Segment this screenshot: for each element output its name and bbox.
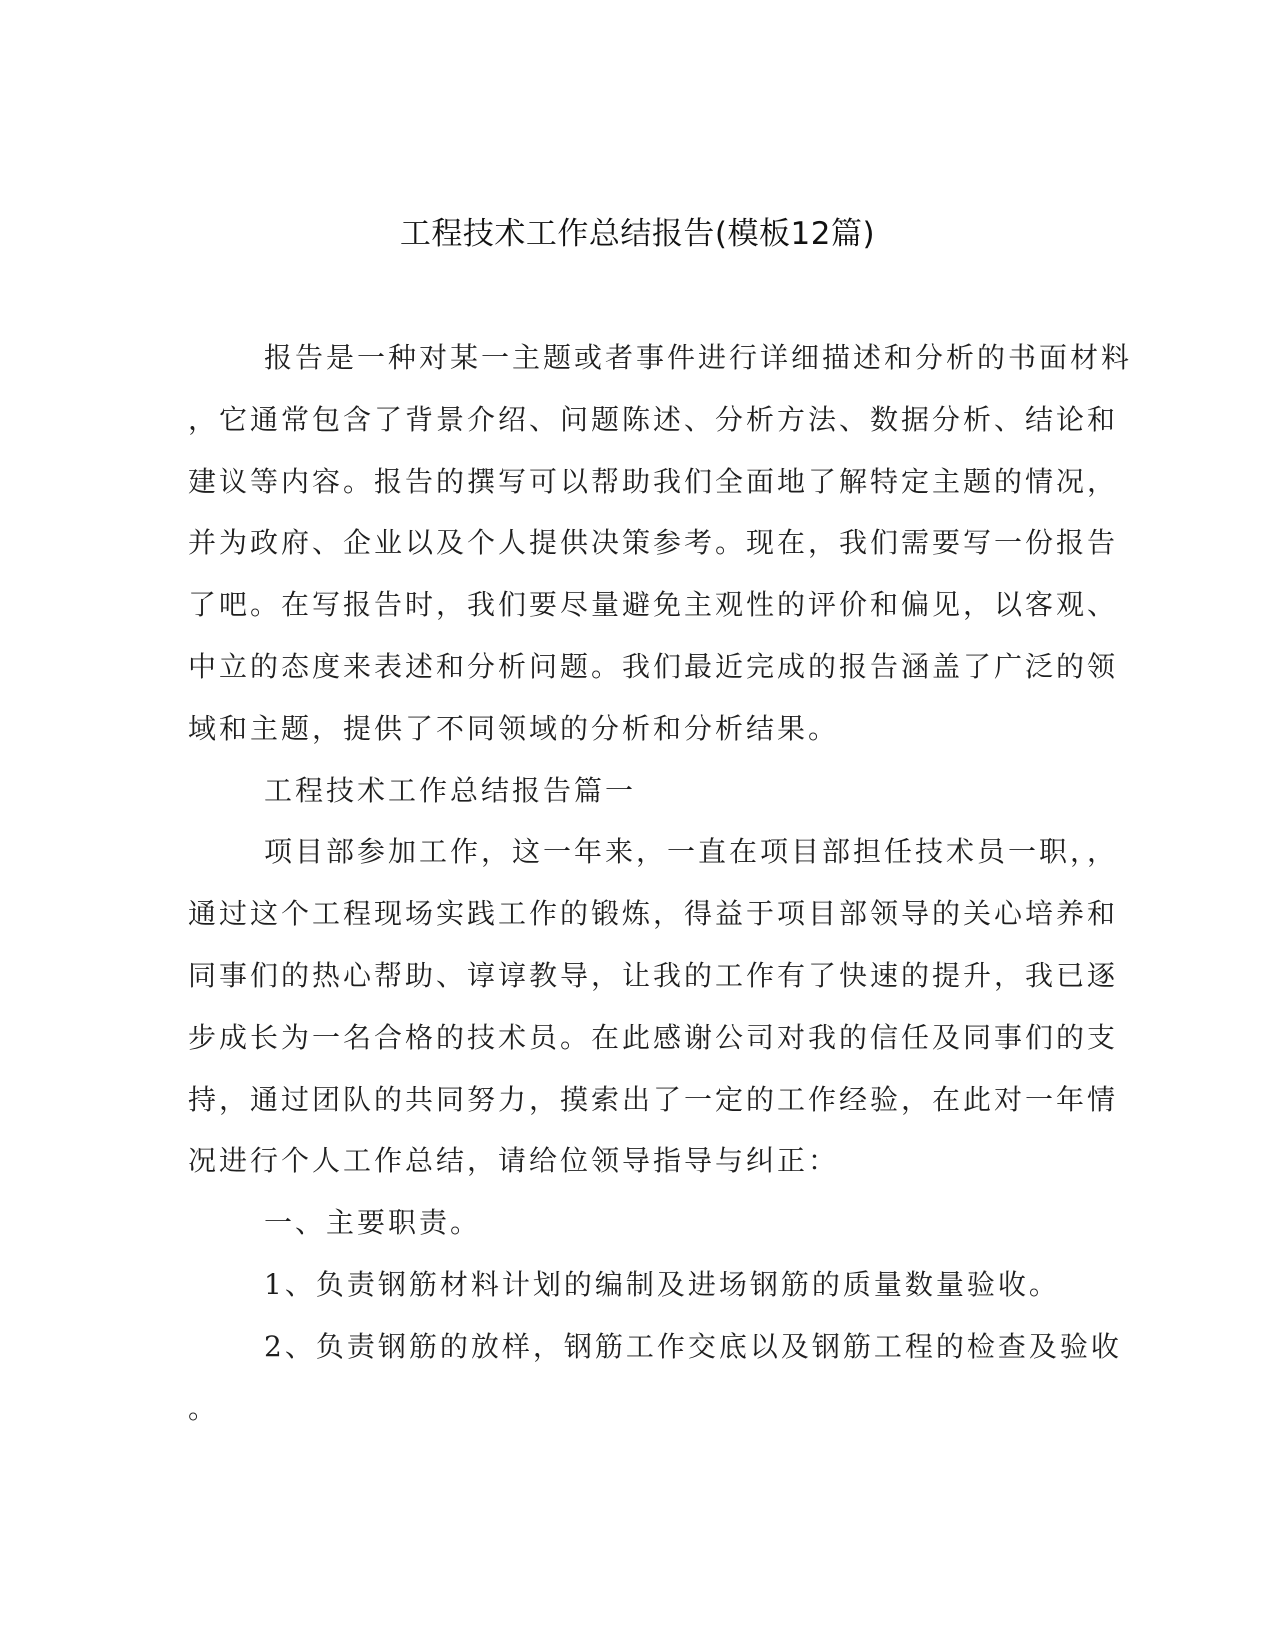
text-line: 了吧。在写报告时，我们要尽量避免主观性的评价和偏见，以客观、	[188, 588, 1119, 622]
document-body	[188, 327, 1133, 1439]
text-line: 同事们的热心帮助、谆谆教导，让我的工作有了快速的提升，我已逐	[188, 958, 1119, 992]
text-line: 域和主题，提供了不同领域的分析和分析结果。	[188, 711, 840, 745]
duties-heading	[188, 1192, 1068, 1254]
duty-item-2	[188, 1316, 1122, 1440]
text-line: 项目部参加工作，这一年来，一直在项目部担任技术员一职，，	[264, 835, 1119, 869]
text-line: 并为政府、企业以及个人提供决策参考。现在，我们需要写一份报告	[188, 526, 1119, 560]
text-line: 持，通过团队的共同努力，摸索出了一定的工作经验，在此对一年情	[188, 1082, 1119, 1116]
text-line: ，它通常包含了背景介绍、问题陈述、分析方法、数据分析、结论和	[188, 402, 1119, 436]
section-heading	[188, 760, 1068, 822]
document-title: 工程技术工作总结报告(模板12篇)	[399, 216, 876, 252]
text-line: 2、负责钢筋的放样，钢筋工作交底以及钢筋工程的检查及验收	[264, 1329, 1122, 1363]
text-line: 建议等内容。报告的撰写可以帮助我们全面地了解特定主题的情况，	[188, 464, 1119, 498]
text-line: 1、负责钢筋材料计划的编制及进场钢筋的质量数量验收。	[264, 1267, 1060, 1301]
duty-item-1	[188, 1254, 1068, 1316]
duties-heading-text: 一、主要职责。	[264, 1206, 482, 1240]
paragraph-intro	[188, 327, 1133, 760]
text-line: 中立的态度来表述和分析问题。我们最近完成的报告涵盖了广泛的领	[188, 649, 1119, 683]
section-heading-text: 工程技术工作总结报告篇一	[264, 773, 637, 807]
text-line: 报告是一种对某一主题或者事件进行详细描述和分析的书面材料	[264, 341, 1133, 374]
text-line: 况进行个人工作总结，请给位领导指导与纠正：	[188, 1144, 840, 1178]
text-line: 通过这个工程现场实践工作的锻炼，得益于项目部领导的关心培养和	[188, 897, 1119, 931]
text-line: 步成长为一名合格的技术员。在此感谢公司对我的信任及同事们的支	[188, 1020, 1119, 1054]
paragraph-experience	[188, 821, 1119, 1192]
text-line: 。	[188, 1391, 220, 1425]
